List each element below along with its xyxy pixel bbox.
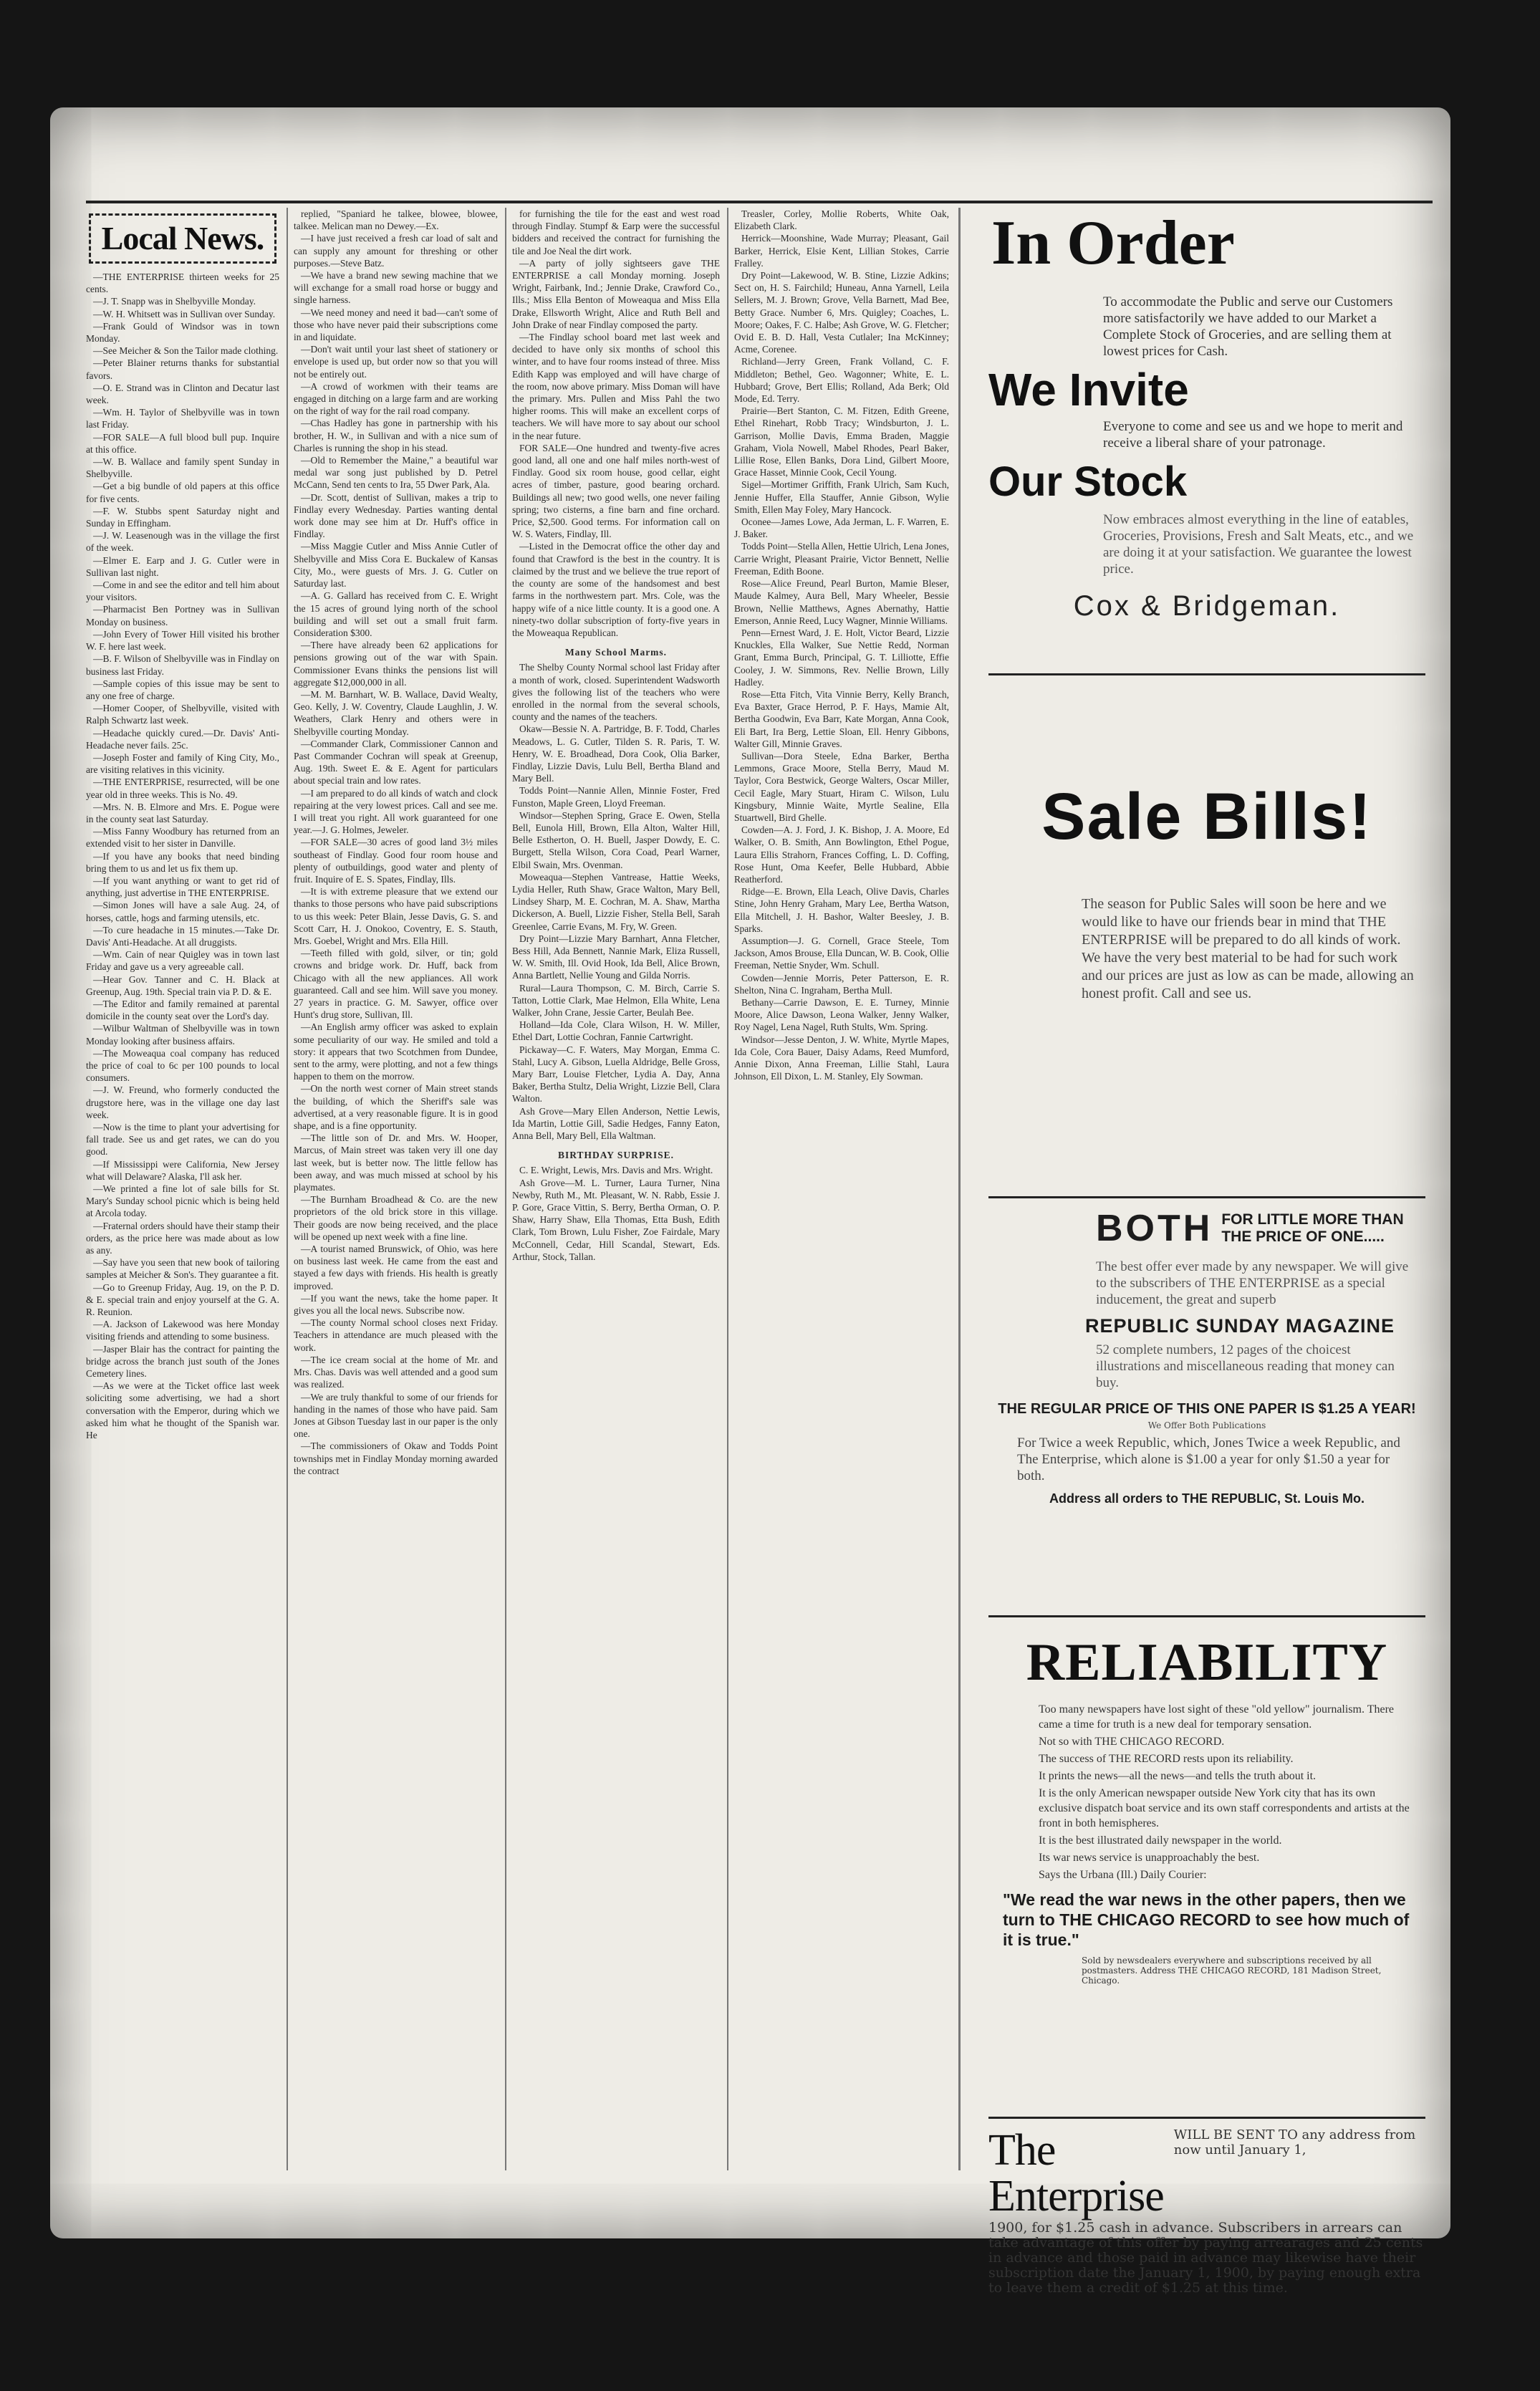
ad-reliability-quote: "We read the war news in the other papers, then we turn to THE CHICAGO RECORD to see how much of it is true." (1003, 1890, 1410, 1949)
ad-in-order (988, 208, 1425, 622)
news-item: —Listed in the Democrat office the other day and found that Crawford is the best in the country. It is claimed by the trust and we believe the true report of the county are some of the handsomest and best farms in the northwestern part. Mrs. Cole, was the happy wife of a nice little county. It is a good one. A ninety-two dollar subscription of forty-five years in the Moweaqua Republican. (512, 541, 720, 638)
news-item: —It is with extreme pleasure that we extend our thanks to those persons who have paid subscriptions to us this week: Peter Blain, Jesse Davis, G. S. and Scott Carr, H. J. Onokoo, Coventry, E. S. Stauth, Mrs. Goebel, Wright and Mrs. Ella Hill. (294, 886, 498, 946)
reliability-line: The success of THE RECORD rests upon its reliability. (1039, 1753, 1294, 1765)
column-3-items (512, 208, 720, 1263)
news-item: —We have a brand new sewing machine that we will exchange for a small road horse or buggy and single harness. (294, 270, 498, 306)
ad-sale-bills (988, 781, 1425, 1003)
news-item: Windsor—Stephen Spring, Grace E. Owen, Stella Bell, Eunola Hill, Brown, Ella Alton, Walter Hill, Belle Estherton, O. H. Buell, Jasper Dowdy, E. C. Burgett, Stella Wilson, Cora Coad, Pearl Warner, Elbil Swain, Mrs. Ovenman. (512, 809, 720, 870)
news-item: The Shelby County Normal school last Friday after a month of work, closed. Superintendent Wadsworth gives the following list of the teachers who were enrolled in the normal from the several schools, county and the names of the teachers. (512, 662, 720, 723)
news-item: —Elmer E. Earp and J. G. Cutler were in Sullivan last night. (86, 554, 279, 578)
ad-we-invite-text: Everyone to come and see us and we hope to merit and receive a liberal share of your patronage. (1103, 419, 1403, 451)
news-item: Windsor—Jesse Denton, J. W. White, Myrtle Mapes, Ida Cole, Cora Bauer, Daisy Adams, Reed Mumford, Annie Dixon, Anna Freeman, Lillie Stahl, Laura Johnson, Ell Dixon, L. M. Stanley, Ely Sowman. (734, 1034, 949, 1082)
news-item: —Miss Maggie Cutler and Miss Annie Cutler of Shelbyville and Miss Cora E. Buckalew of Kansas City, Mo., were guests of Mrs. J. G. Cutler on Saturday last. (294, 541, 498, 590)
news-item: —Wilbur Waltman of Shelbyville was in town Monday looking after business affairs. (86, 1023, 279, 1047)
news-item: —The Moweaqua coal company has reduced the price of coal to 6c per 100 pounds to local consumers. (86, 1047, 279, 1084)
newspaper-page (50, 107, 1450, 2296)
news-item: Penn—Ernest Ward, J. E. Holt, Victor Beard, Lizzie Knuckles, Ella Walker, Sue Nettie Redd, Norman Grant, Emma Burch, Principal, G. T. Lilliotte, Effie Cooley, J. W. Simmons, Rev. Nellie Brown, Lilly Hadley. (734, 627, 949, 688)
news-item: Sigel—Mortimer Griffith, Frank Ulrich, Sam Kuch, Jennie Huffer, Ella Stauffer, Annie Gibson, Wylie Smith, Ellen May Foley, Mary Hancock. (734, 479, 949, 515)
ad-both (988, 1207, 1425, 1506)
news-item: Prairie—Bert Stanton, C. M. Fitzen, Edith Greene, Ethel Rinehart, Robb Tracy; Windsburton, J. L. Garrison, Mollie Davis, Emma Braden, Maggie Graham, Viola Nowell, Mabel Rhodes, Pearl Baker, Lillie Rose, Ellen Banks, Dora Lind, Gilbert Moore, Grace Hasset, Minnie Cook, Cecil Young. (734, 405, 949, 478)
news-item: —To cure headache in 15 minutes.—Take Dr. Davis' Anti-Headache. At all druggists. (86, 924, 279, 948)
news-item: —Sample copies of this issue may be sent to any one free of charge. (86, 678, 279, 701)
news-item: —We need money and need it bad—can't some of those who have never paid their subscriptions come in and liquidate. (294, 307, 498, 343)
ad-both-regular-price: THE REGULAR PRICE OF THIS ONE PAPER IS $1.25 A YEAR! (998, 1401, 1416, 1417)
reliability-line: Too many newspapers have lost sight of these "old yellow" journalism. There came a time for truth is a new deal for temporary sensation. (1039, 1703, 1394, 1731)
ad-divider (988, 1196, 1425, 1198)
news-item: for furnishing the tile for the east and west road through Findlay. Stumpf & Earp were the successful bidders and received the contract for furnishing the tile and Joe Neal the dirt work. (512, 208, 720, 256)
reliability-line: Not so with THE CHICAGO RECORD. (1039, 1736, 1225, 1748)
news-item: —Fraternal orders should have their stamp their orders, as the price here was made about as low as any. (86, 1220, 279, 1256)
news-item: —J. T. Snapp was in Shelbyville Monday. (93, 296, 256, 307)
news-item: —W. B. Wallace and family spent Sunday in Shelbyville. (86, 456, 279, 480)
news-item: —If you want anything or want to get rid of anything, just advertise in THE ENTERPRISE. (86, 875, 279, 899)
news-item: C. E. Wright, Lewis, Mrs. Davis and Mrs. Wright. (519, 1165, 713, 1176)
column-rule (727, 208, 728, 2170)
ad-both-subtitle (1221, 1211, 1403, 1246)
news-item: —If Mississippi were California, New Jersey what will Delaware? Alaska, I'll ask her. (86, 1158, 279, 1182)
news-item: —Don't wait until your last sheet of stationery or envelope is used up, but order now so that you will not be entirely out. (294, 344, 498, 380)
news-item: —THE ENTERPRISE, resurrected, will be one year old in three weeks. This is No. 49. (86, 776, 279, 800)
reliability-line: It is the best illustrated daily newspaper in the world. (1039, 1834, 1282, 1847)
news-item: —Peter Blainer returns thanks for substantial favors. (86, 357, 279, 381)
ad-both-offer: For Twice a week Republic, which, Jones Twice a week Republic, and The Enterprise, which alone is $1.00 a year for only $1.50 a year for both. (1017, 1435, 1400, 1483)
ad-both-text: The best offer ever made by any newspaper. We will give to the subscribers of THE ENTERPRISE as a special inducement, the great and superb (1096, 1259, 1409, 1307)
news-item: —There have already been 62 applications for pensions growing out of the war with Spain. Commissioner Evans thinks the pensions list will aggregate $12,000,000 in all. (294, 640, 498, 688)
news-item: —Go to Greenup Friday, Aug. 19, on the P. D. & E. special train and enjoy yourself at the G. A. R. Reunion. (86, 1281, 279, 1318)
news-item: —If you want the news, take the home paper. It gives you all the local news. Subscribe now. (294, 1292, 498, 1317)
column-rule (287, 208, 288, 2170)
news-item: —F. W. Stubbs spent Saturday night and Sunday in Effingham. (86, 505, 279, 529)
ad-both-footer: Address all orders to THE REPUBLIC, St. Louis Mo. (1049, 1491, 1365, 1506)
news-item: Okaw—Bessie N. A. Partridge, B. F. Todd, Charles Meadows, L. G. Cutler, Tilden S. R. Paris, T. W. Henry, W. E. Broadhead, Dora Cook, Olia Barker, Findlay, Lizzie Davis, Lulu Bell, Bertha Bland and Mary Bell. (512, 723, 720, 784)
news-item: BIRTHDAY SURPRISE. (557, 1150, 675, 1161)
news-item: —Come in and see the editor and tell him about your visitors. (86, 579, 279, 603)
news-item: —The ice cream social at the home of Mr. and Mrs. Chas. Davis was well attended and a good sum was realized. (294, 1354, 498, 1390)
column-4-items (734, 208, 949, 1082)
ad-reliability-lines (1039, 1702, 1418, 1882)
news-item: Oconee—James Lowe, Ada Jerman, L. F. Warren, E. J. Baker. (734, 516, 949, 540)
news-item: —A party of jolly sightseers gave THE ENTERPRISE a call Monday morning. Joseph Wright, Fairbank, Ind.; Jennie Drake, Crawford Co., Ills.; Miss Ella Benton of Moweaqua and Miss Ella Drake, Ellsworth Wright, Alice and Ruth Bell and John Drake of near Findlay composed the party. (512, 257, 720, 330)
ads-column (988, 208, 1425, 2296)
ad-both-magazine-text: 52 complete numbers, 12 pages of the choicest illustrations and miscellaneous reading that money can buy. (1096, 1342, 1395, 1390)
news-item: FOR SALE—One hundred and twenty-five acres good land, all one and one half miles north-west of Findlay. Good six room house, good cellar, eight acres of timber, pasture, good bearing orchard. Buildings all new; two good wells, one never failing spring; two cisterns, a fine barn and fine orchard. Price, $2,500. Good terms. For information call on W. S. Waters, Findlay, Ill. (512, 442, 720, 540)
news-item: —Get a big bundle of old papers at this office for five cents. (86, 481, 279, 504)
ad-in-order-text: To accommodate the Public and serve our Customers more satisfactorily we have added to our Market a Complete Stock of Groceries, and are selling them at lowest prices for Cash. (1103, 294, 1393, 359)
news-item: —Miss Fanny Woodbury has returned from an extended visit to her sister in Danville. (86, 826, 279, 850)
news-item: —I have just received a fresh car load of salt and can supply any amount for threshing or other purposes.—Steve Batz. (294, 233, 498, 269)
news-item: —On the north west corner of Main street stands the building, of which the Sheriff's sale was advertised, at a very reasonable figure. It is in good shape, and is a fine opportunity. (294, 1083, 498, 1132)
news-item: —An English army officer was asked to explain some peculiarity of our way. He smiled and told a story: it appears that two Scotchmen from Dundee, sent to the army, were plotting, and not a few things happen to them on the morrow. (294, 1021, 498, 1082)
news-item: —J. W. Leasenough was in the village the first of the week. (86, 530, 279, 554)
news-item: —Frank Gould of Windsor was in town Monday. (86, 320, 279, 345)
news-item: Rose—Alice Freund, Pearl Burton, Mamie Bleser, Maude Kalmey, Aura Bell, Mary Wheeler, Bessie Brown, Nellie Matthews, Agnes Abernathy, Hattie Emerson, Annie Reed, Lucy Wagner, Minnie Williams. (734, 578, 949, 626)
news-item: Dry Point—Lakewood, W. B. Stine, Lizzie Adkins; Sect on, H. S. Fairchild; Huneau, Anna Yarnell, Leila Sellers, M. J. Brown; Grove, Vella Barnett, Mad Bee, Betty Grace. Number 6, Mrs. Quigley; Coaches, L. Moore; Oakes, F. C. Halbe; Ash Grove, W. G. Fletcher; Ovid E. B. D. Hall, Vesta Cutlaler; Ina McKinney; Acme, Corenee. (734, 270, 949, 355)
news-item: —Now is the time to plant your advertising for fall trade. See us and get rates, we can do you good. (86, 1122, 279, 1158)
news-item: —The commissioners of Okaw and Todds Point townships met in Findlay Monday morning awarded the contract (294, 1440, 498, 1476)
header-rule (86, 201, 1433, 203)
news-item: —We printed a fine lot of sale bills for St. Mary's Sunday school picnic which is being held at Arcola today. (86, 1183, 279, 1219)
news-item: Cowden—A. J. Ford, J. K. Bishop, J. A. Moore, Ed Walker, O. B. Smith, Ann Bowlington, Ethel Pogue, Laura Ellis Strahorn, Frances Coffing, L. D. Coffing, Rose Hunt, Oma Keefer, Belle Hubbard, Abbie Reatherford. (734, 824, 949, 885)
news-item: —The Findlay school board met last week and decided to have only six months of school this winter, and to have four rooms instead of three. Miss Edith Kapp was employed and will have charge of the room, now above primary. Miss Doman will have the primary. Mrs. Pullen and Miss Pahl the two higher rooms. This will make an excellent corps of teachers. We will have more to say about our school in the near future. (512, 332, 720, 441)
news-item: Pickaway—C. F. Waters, May Morgan, Emma C. Stahl, Lucy A. Gibson, Luella Aldridge, Belle Gross, Mary Barr, Louise Fletcher, Lydia A. Day, Anna Baker, Bertha Stultz, Delia Wright, Lizzie Bell, Clara Walton. (512, 1044, 720, 1105)
news-item: —Teeth filled with gold, silver, or tin; gold crowns and bridge work. Dr. Huff, back from Chicago with all the new appliances. All work guaranteed. Call and see him. Will save you money. 27 years in practice. G. M. Sawyer, office over Hunt's drug store, Sullivan, Ill. (294, 948, 498, 1021)
ad-both-magazine: REPUBLIC SUNDAY MAGAZINE (1085, 1315, 1395, 1337)
news-item: Ridge—E. Brown, Ella Leach, Olive Davis, Charles Stine, John Henry Graham, Mary Lee, Bertha Watson, Ella Mitchell, J. H. Bashor, Walter Beesley, J. B. Sparks. (734, 886, 949, 934)
news-item: Rose—Etta Fitch, Vita Vinnie Berry, Kelly Branch, Eva Baxter, Grace Herrod, P. F. Hays, Mamie Alt, Bertha Goodwin, Eva Barr, Kate Morgan, Anna Cook, Eli Bart, Ira Berg, Lettie Sloan, Ell. Henry Gibbons, Walter Gill, Minnie Graves. (734, 688, 949, 749)
news-item: —The county Normal school closes next Friday. Teachers in attendance are much pleased with the work. (294, 1317, 498, 1353)
news-item: Ash Grove—Mary Ellen Anderson, Nettie Lewis, Ida Martin, Lottie Gill, Sadie Hedges, Fanny Eaton, Anna Bell, Mary Bell, Ella Waltman. (512, 1105, 720, 1142)
news-item: Moweaqua—Stephen Vantrease, Hattie Weeks, Lydia Heller, Ruth Shaw, Grace Walton, Mary Bell, Lindsey Sharp, M. E. Cochran, M. A. Shaw, Martha Dickerson, A. Buell, Lizzie Fisher, Stella Bell, Sarah Greenlee, Carrie Evans, M. Fry, W. Green. (512, 871, 720, 932)
news-item: Rural—Laura Thompson, C. M. Birch, Carrie S. Tatton, Lottie Clark, Mae Helmon, Ella White, Lena Walker, John Crane, Jessie Carter, Beulah Bee. (512, 982, 720, 1018)
column-rule (958, 208, 961, 2170)
column-rule (505, 208, 506, 2170)
news-item: —O. E. Strand was in Clinton and Decatur last week. (86, 382, 279, 406)
news-item: Herrick—Moonshine, Wade Murray; Pleasant, Gail Barker, Herrick, Elsie Kent, Lillian Stokes, Carrie Fralley. (734, 233, 949, 269)
news-item: Cowden—Jennie Morris, Peter Patterson, E. R. Shelton, Nina C. Ingraham, Bertha Mull. (734, 972, 949, 996)
reliability-line: It is the only American newspaper outside New York city that has its own exclusive dispatch boat service and its own staff correspondents and artists at the front in both hemispheres. (1039, 1787, 1410, 1829)
news-item: —Simon Jones will have a sale Aug. 24, of horses, cattle, hogs and farming utensils, etc. (86, 900, 279, 923)
ad-in-order-title: In Order (991, 208, 1235, 278)
news-item: —FOR SALE—30 acres of good land 3½ miles southeast of Findlay. Good four room house and plenty of outbuildings, good water and plenty of fruit. Inquire of E. S. Spates, Findlay, Ills. (294, 837, 498, 885)
news-item: —THE ENTERPRISE thirteen weeks for 25 cents. (86, 271, 279, 295)
news-item: —B. F. Wilson of Shelbyville was in Findlay on business last Friday. (86, 653, 279, 677)
column-3 (512, 208, 720, 2170)
news-item: —The little son of Dr. and Mrs. W. Hooper, Marcus, of Main street was taken very ill one day last week, but is better now. The little fellow has been away, and was much missed at school by his playmates. (294, 1132, 498, 1193)
news-item: —The Burnham Broadhead & Co. are the new proprietors of the old brick store in this village. Their goods are now being received, and the place will be opened up next week with a fine line. (294, 1194, 498, 1242)
news-item: —John Every of Tower Hill visited his brother W. F. here last week. (86, 628, 279, 653)
news-item: Richland—Jerry Green, Frank Volland, C. F. Middleton; Bethel, Geo. Wagonner; White, E. L. Hubbard; Grove, Bert Ellis; Rolland, Ada Berk; Old Mode, Ed. Terry. (734, 356, 949, 405)
news-item: —See Meicher & Son the Tailor made clothing. (93, 345, 279, 357)
news-item: replied, "Spaniard he talkee, blowee, blowee, talkee. Melican man no Dewey.—Ex. (294, 208, 498, 232)
news-item: —Homer Cooper, of Shelbyville, visited with Ralph Schwartz last week. (86, 703, 279, 726)
news-item: —A. G. Gallard has received from C. E. Wright the 15 acres of ground lying north of the school building and will set out a small fruit farm. Consideration $300. (294, 590, 498, 638)
news-item: —As we were at the Ticket office last week soliciting some advertising, we had a short conversation with the Emperor, during which we asked him what he thought of the Spanish war. He (86, 1380, 279, 1441)
ad-both-subtitle-line-1: FOR LITTLE MORE THAN (1221, 1211, 1404, 1228)
news-item: Many School Marms. (564, 647, 668, 658)
news-item: —A crowd of workmen with their teams are engaged in ditching on a large farm and are working on the right of way for the rail road company. (294, 380, 498, 417)
news-item: —The Editor and family remained at parental domicile in the county seat over the Lord's day. (86, 998, 279, 1022)
reliability-line: Says the Urbana (Ill.) Daily Courier: (1039, 1869, 1207, 1881)
ad-we-invite-title: We Invite (988, 364, 1189, 415)
news-item: —FOR SALE—A full blood bull pup. Inquire at this office. (86, 431, 279, 455)
ad-divider (988, 673, 1425, 675)
ad-enterprise (988, 2127, 1425, 2296)
news-item: —Headache quickly cured.—Dr. Davis' Anti-Headache never fails. 25c. (86, 727, 279, 751)
news-item: —Wm. Cain of near Quigley was in town last Friday and gave us a very agreeable call. (86, 949, 279, 973)
ad-divider (988, 2117, 1425, 2119)
ad-enterprise-text-top: WILL BE SENT TO any address from now until January 1, (1173, 2127, 1416, 2157)
ad-reliability (988, 1633, 1425, 1986)
column-local-news (86, 208, 279, 2170)
news-item: —M. M. Barnhart, W. B. Wallace, David Wealty, Geo. Kelly, J. W. Coventry, Claude Laughlin, J. W. Weathers, Clark Henry and others were in Shelbyville courting Monday. (294, 688, 498, 737)
reliability-line: Its war news service is unapproachably the best. (1039, 1852, 1260, 1864)
column-4 (734, 208, 949, 2170)
ad-our-stock-title: Our Stock (988, 458, 1188, 505)
news-item: Todds Point—Stella Allen, Hettie Ulrich, Lena Jones, Carrie Wright, Pleasant Prairie, Victor Bennett, Nellie Freeman, Edith Boone. (734, 541, 949, 577)
news-item: —If you have any books that need binding bring them to us and let us fix them up. (86, 850, 279, 874)
column-2-items (294, 208, 498, 1477)
ad-both-subtitle-line-2: THE PRICE OF ONE..... (1221, 1228, 1385, 1245)
ad-both-title: BOTH (1096, 1208, 1213, 1249)
ad-reliability-title: RELIABILITY (1026, 1633, 1388, 1692)
news-item: —Hear Gov. Tanner and C. H. Black at Greenup, Aug. 19th. Special train via P. D. & E. (86, 973, 279, 997)
news-item: —Say have you seen that new book of tailoring samples at Meicher & Son's. They guarantee a fit. (86, 1257, 279, 1281)
news-item: Ash Grove—M. L. Turner, Laura Turner, Nina Newby, Ruth M., Mt. Pleasant, W. N. Rabb, Essie J. P. Gore, Grace Vittin, S. Berry, Bertha Orman, O. P. Shaw, Harry Shaw, Ella Thomas, Etta Bush, Edith Clark, Tom Brown, Lulu Fisher, Zoe Fairdale, Mary McConnell, Cedar, Hill Scandal, Stewart, Eds. Arthur, Stock, Tallan. (512, 1177, 720, 1262)
news-item: —Jasper Blair has the contract for painting the bridge across the branch just south of the Jones Cemetery lines. (86, 1343, 279, 1380)
ad-signature: Cox & Bridgeman. (1073, 590, 1341, 622)
reliability-line: It prints the news—all the news—and tells the truth about it. (1039, 1770, 1317, 1782)
news-item: —Mrs. N. B. Elmore and Mrs. E. Pogue were in the county seat last Saturday. (86, 801, 279, 824)
news-item: Dry Point—Lizzie Mary Barnhart, Anna Fletcher, Bess Hill, Ada Bennett, Nannie Mark, Eliza Russell, W. W. Smith, Ill. Ovid Hook, Ida Bell, Alice Brown, Anna Bartlett, Nellie Young and Gilda Norris. (512, 933, 720, 981)
news-item: —W. H. Whitsett was in Sullivan over Sunday. (93, 308, 276, 319)
ad-both-offer-small: We Offer Both Publications (1147, 1420, 1266, 1430)
ad-enterprise-text: 1900, for $1.25 cash in advance. Subscribers in arrears can take advantage of this offer by paying arrearages and 25 cents in advance and those paid in advance may likewise have their subscription date the January 1, 1900, by paying enough extra to leave them a credit of $1.25 at this time. (988, 2220, 1423, 2296)
news-item: Todds Point—Nannie Allen, Minnie Foster, Fred Funston, Maple Green, Lloyd Freeman. (512, 785, 720, 809)
news-item: —I am prepared to do all kinds of watch and clock repairing at the very lowest prices. Call and see me. I will treat you right. All work guaranteed for one year.—J. G. Holmes, Jeweler. (294, 787, 498, 836)
news-item: Holland—Ida Cole, Clara Wilson, H. W. Miller, Ethel Dart, Lottie Cochran, Fannie Cartwright. (512, 1019, 720, 1043)
ad-enterprise-title: The Enterprise (988, 2126, 1164, 2221)
news-item: —A tourist named Brunswick, of Ohio, was here on business last week. He came from the east and stayed a few days with friends. His health is greatly improved. (294, 1243, 498, 1291)
local-news-title: Local News. (89, 213, 276, 264)
news-item: Assumption—J. G. Cornell, Grace Steele, Tom Jackson, Amos Brouse, Ella Duncan, W. B. Cook, Ollie Freeman, Nettie Snyder, Wm. Schull. (734, 935, 949, 971)
news-item: —We are truly thankful to some of our friends for handing in the names of those who have paid. Sam Jones at Gibson Tuesday last in our paper is the only one. (294, 1391, 498, 1440)
news-item: —Dr. Scott, dentist of Sullivan, makes a trip to Findlay every Wednesday. Parties wanting dental work done may see him at Dr. Huff's office in Findlay. (294, 491, 498, 540)
column-2 (294, 208, 498, 2170)
news-item: Bethany—Carrie Dawson, E. E. Turney, Minnie Moore, Alice Dawson, Leona Walker, Jenny Walker, Roy Nagel, Lena Nagel, Ruth Stults, Wm. Spring. (734, 997, 949, 1033)
ad-divider (988, 1615, 1425, 1617)
news-item: —Pharmacist Ben Portney was in Sullivan Monday on business. (86, 604, 279, 627)
news-item: —Old to Remember the Maine," a beautiful war medal war song just published by D. Petrel McCann, Send ten cents to Ira, 55 Dwer Park, Ala. (294, 455, 498, 491)
ad-our-stock-text: Now embraces almost everything in the line of eatables, Groceries, Provisions, Fresh and Salt Meats, etc., and we are doing it at your satisfaction. We guarantee the lowest price. (1103, 512, 1414, 577)
ad-reliability-sold: Sold by newsdealers everywhere and subscriptions received by all postmasters. Address THE CHICAGO RECORD, 181 Madison Street, Chicago. (1082, 1955, 1382, 1986)
ad-sale-bills-text: The season for Public Sales will soon be here and we would like to have our friends bear in mind that THE ENTERPRISE will be prepared to do all kinds of work. We have the very best material to be had for such work and our prices are just as low as can be made, allowing an honest profit. Call and see us. (1082, 896, 1414, 1001)
local-news-items (86, 271, 279, 1441)
news-item: —A. Jackson of Lakewood was here Monday visiting friends and attending to some business. (86, 1319, 279, 1342)
news-item: —J. W. Freund, who formerly conducted the drugstore here, was in the village one day last week. (86, 1084, 279, 1120)
news-item: Treasler, Corley, Mollie Roberts, White Oak, Elizabeth Clark. (734, 208, 949, 232)
news-item: —Commander Clark, Commissioner Cannon and Past Commander Cochran will speak at Greenup, Aug. 19th. Sweet E. & E. Agent for particulars about special train and low rates. (294, 738, 498, 786)
news-item: —Joseph Foster and family of King City, Mo., are visiting relatives in this vicinity. (86, 751, 279, 776)
news-item: —Chas Hadley has gone in partnership with his brother, H. W., in Sullivan and with a nice sum of Charles is running the shop in his stead. (294, 418, 498, 453)
news-item: —Wm. H. Taylor of Shelbyville was in town last Friday. (86, 407, 279, 430)
news-item: Sullivan—Dora Steele, Edna Barker, Bertha Lemmons, Grace Moore, Stella Berry, Maud M. Taylor, Cora Bestwick, George Walters, Oscar Miller, Cecil Eagle, Mary Stuart, Hiram C. Wilson, Lulu Kingsbury, Minnie Waite, Myrtle Sealine, Ella Stuartwell, Bird Ghelle. (734, 750, 949, 823)
ad-sale-bills-title: Sale Bills! (1041, 780, 1372, 853)
